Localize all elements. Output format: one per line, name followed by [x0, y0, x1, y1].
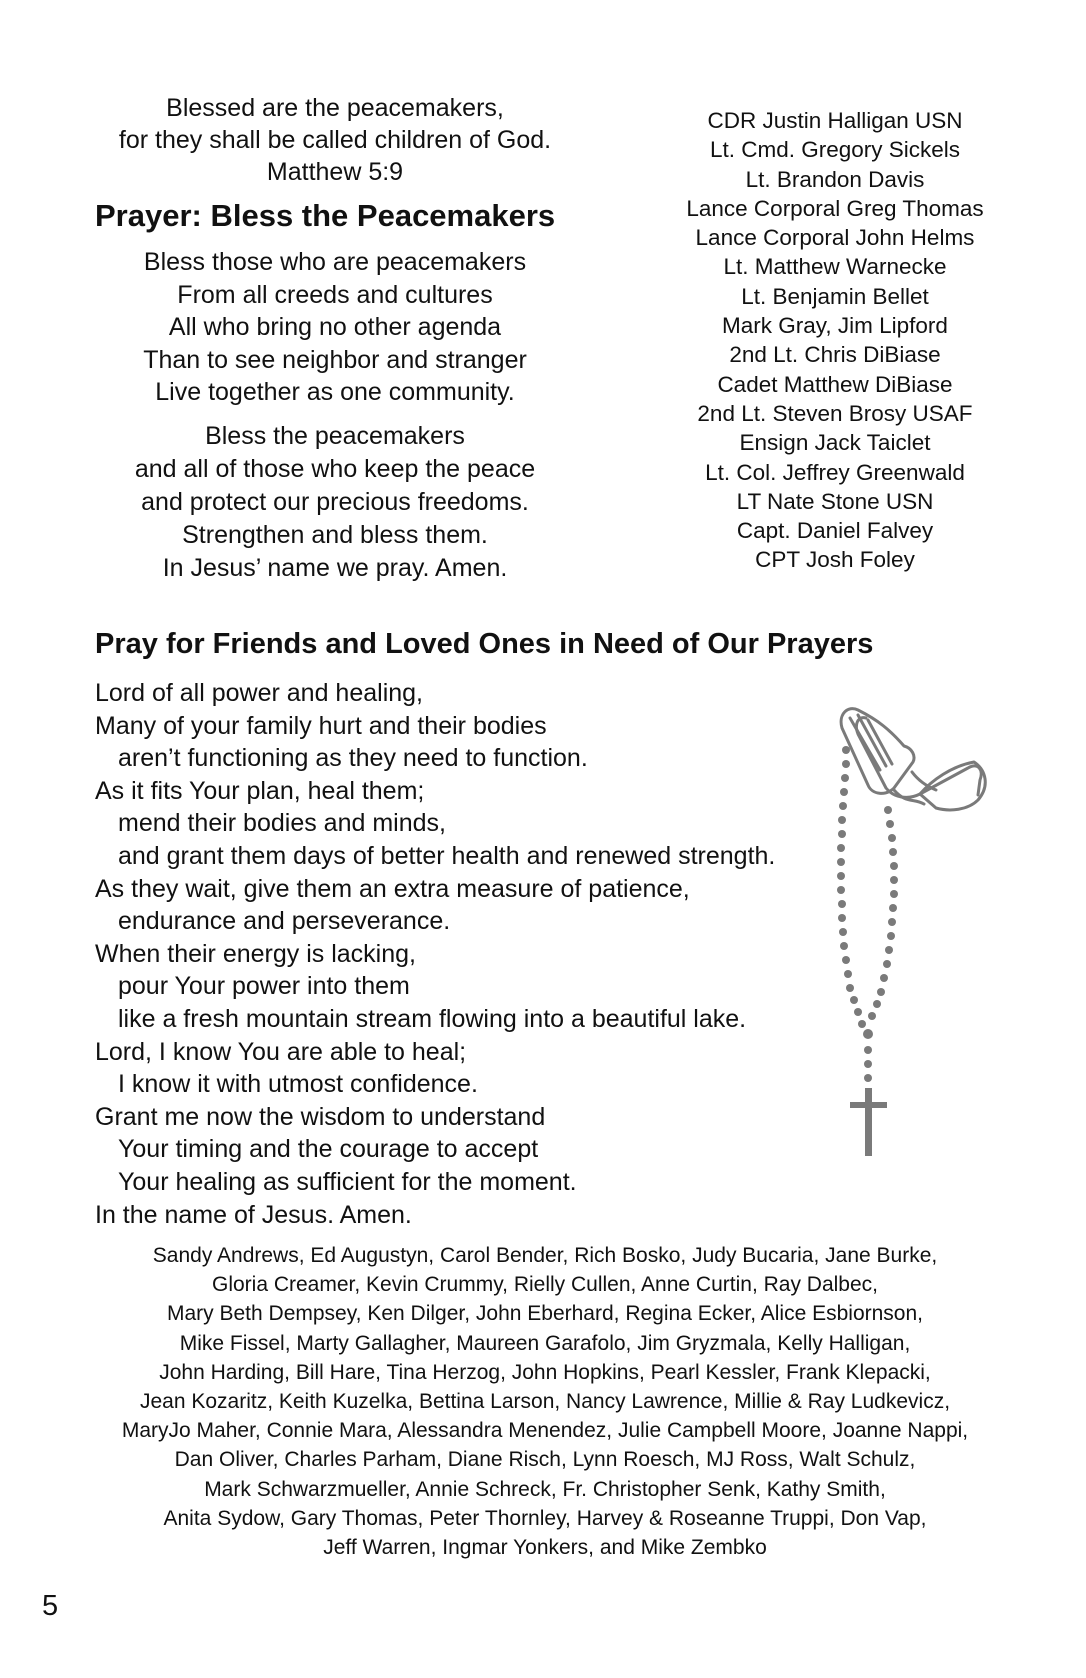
military-name: Cadet Matthew DiBiase [717, 371, 953, 397]
friends-prayer-body [95, 677, 855, 1231]
military-names-list [660, 106, 1010, 575]
prayer-line: When their energy is lacking, [95, 939, 416, 968]
prayer-line: Lord of all power and healing, [95, 679, 424, 707]
prayer-line: Many of your family hurt and their bodies [95, 711, 547, 740]
page-number: 5 [42, 1590, 59, 1622]
military-name: CDR Justin Halligan USN [707, 108, 963, 133]
prayer-line: mend their bodies and minds, [118, 809, 446, 838]
names-line: Dan Oliver, Charles Parham, Diane Risch, Lynn Roesch, MJ Ross, Walt Schulz, [174, 1448, 916, 1472]
prayer-line: In the name of Jesus. Amen. [95, 1200, 412, 1229]
prayer-line: Strengthen and bless them. [182, 521, 488, 549]
military-name: Capt. Daniel Falvey [736, 518, 934, 544]
peacemakers-prayer-title: Prayer: Bless the Peacemakers [95, 198, 556, 233]
names-line: Gloria Creamer, Kevin Crummy, Rielly Cullen, Anne Curtin, Ray Dalbec, [211, 1273, 878, 1297]
prayer-line: Than to see neighbor and stranger [143, 345, 527, 374]
prayer-line: As it fits Your plan, heal them; [95, 776, 425, 805]
prayer-line: From all creeds and cultures [177, 280, 493, 309]
prayer-names-list [40, 1241, 1050, 1562]
prayer-line: In Jesus’ name we pray. Amen. [162, 554, 508, 582]
military-name: CPT Josh Foley [755, 547, 915, 573]
prayer-line: Live together as one community. [155, 378, 515, 406]
names-line: Mike Fissel, Marty Gallagher, Maureen Garafolo, Jim Gryzmala, Kelly Halligan, [179, 1331, 911, 1355]
names-line: Jean Kozaritz, Keith Kuzelka, Bettina Larson, Nancy Lawrence, Millie & Ray Ludkevicz, [139, 1390, 951, 1414]
prayer-line: and grant them days of better health and renewed strength. [118, 841, 776, 870]
peacemakers-stanza-1 [80, 246, 590, 409]
names-line: Mark Schwarzmueller, Annie Schreck, Fr. Christopher Senk, Kathy Smith, [204, 1477, 886, 1501]
names-line: Jeff Warren, Ingmar Yonkers, and Mike Zembko [323, 1536, 767, 1560]
military-name: Lance Corporal Greg Thomas [686, 195, 984, 221]
names-line: Mary Beth Dempsey, Ken Dilger, John Eberhard, Regina Ecker, Alice Esbiornson, [167, 1302, 923, 1326]
names-line: John Harding, Bill Hare, Tina Herzog, John Hopkins, Pearl Kessler, Frank Klepacki, [159, 1360, 931, 1384]
military-name: LT Nate Stone USN [736, 488, 934, 514]
prayer-line: I know it with utmost confidence. [118, 1070, 478, 1099]
prayer-line: endurance and perseverance. [118, 907, 451, 936]
military-name: Ensign Jack Taiclet [739, 430, 931, 456]
prayer-line: As they wait, give them an extra measure of patience, [95, 874, 690, 903]
prayer-line: Bless those who are peacemakers [143, 248, 527, 276]
military-name: Lt. Brandon Davis [745, 166, 925, 192]
prayer-line: and protect our precious freedoms. [141, 488, 529, 516]
prayer-line: Your healing as sufficient for the moment. [118, 1167, 577, 1196]
prayer-line: Bless the peacemakers [205, 422, 465, 450]
peacemakers-stanza-2 [80, 420, 590, 585]
prayer-line: All who bring no other agenda [168, 313, 502, 341]
prayer-line: pour Your power into them [118, 972, 410, 1001]
prayer-line: Lord, I know You are able to heal; [95, 1037, 467, 1066]
prayer-line: Your timing and the courage to accept [118, 1135, 539, 1164]
prayer-line: aren’t functioning as they need to function. [118, 744, 588, 773]
military-name: Lt. Col. Jeffrey Greenwald [705, 459, 965, 485]
prayer-line: like a fresh mountain stream flowing into a beautiful lake. [118, 1004, 747, 1033]
names-line: Anita Sydow, Gary Thomas, Peter Thornley, Harvey & Roseanne Truppi, Don Vap, [163, 1506, 927, 1530]
prayer-line: and all of those who keep the peace [134, 455, 536, 483]
friends-prayer-title: Pray for Friends and Loved Ones in Need of Our Prayers [95, 628, 874, 660]
praying-hands-rosary-icon [828, 700, 998, 1220]
military-name: 2nd Lt. Steven Brosy USAF [697, 400, 973, 426]
military-name: Mark Gray, Jim Lipford [722, 313, 948, 339]
names-line: Sandy Andrews, Ed Augustyn, Carol Bender, Rich Bosko, Judy Bucaria, Jane Burke, [152, 1244, 938, 1267]
prayer-line: Grant me now the wisdom to understand [95, 1102, 546, 1131]
verse-line: for they shall be called children of God. [118, 126, 552, 154]
military-name: 2nd Lt. Chris DiBiase [729, 342, 941, 368]
names-line: MaryJo Maher, Connie Mara, Alessandra Menendez, Julie Campbell Moore, Joanne Nappi, [121, 1419, 969, 1443]
verse-line: Blessed are the peacemakers, [166, 94, 504, 122]
military-name: Lance Corporal John Helms [695, 225, 975, 251]
beatitude-verse [80, 92, 590, 188]
military-name: Lt. Benjamin Bellet [741, 283, 929, 309]
military-name: Lt. Cmd. Gregory Sickels [709, 137, 961, 163]
verse-reference: Matthew 5:9 [266, 158, 404, 186]
military-name: Lt. Matthew Warnecke [723, 254, 947, 280]
